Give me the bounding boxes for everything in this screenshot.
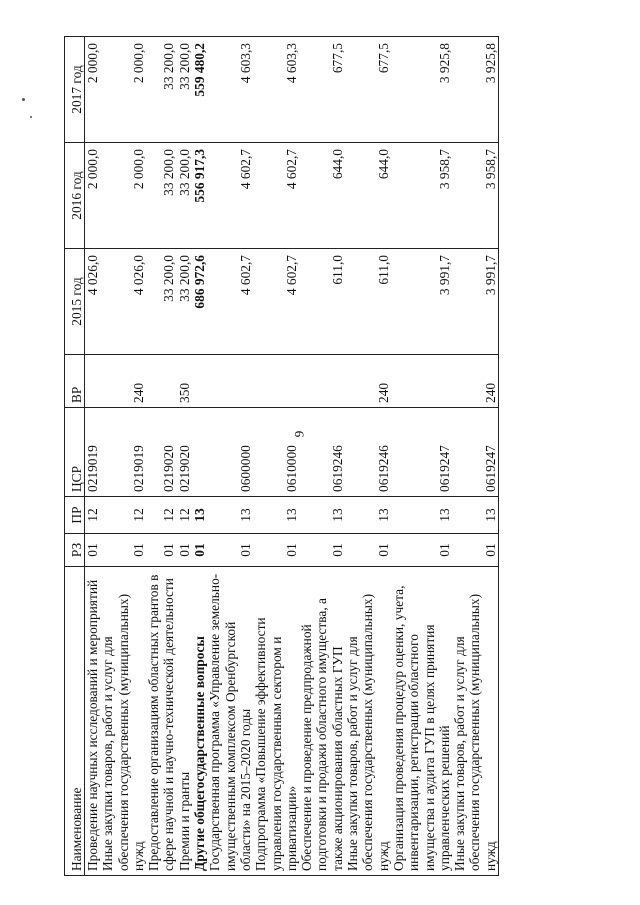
col-header-vr: ВР xyxy=(65,355,85,408)
cell-2015: 686 972,6 xyxy=(192,249,207,355)
cell-vr xyxy=(85,355,101,408)
cell-pr: 12 xyxy=(85,497,101,534)
cell-name: Другие общегосударственные вопросы xyxy=(192,567,207,876)
cell-vr: 240 xyxy=(452,355,498,408)
cell-vr xyxy=(192,355,207,408)
table-row xyxy=(146,37,177,876)
budget-table-rotated xyxy=(64,36,622,876)
cell-name: Обеспечение и проведение предпродажной подготовки и продажи областного имущества, а также акционирования областных ГУП xyxy=(299,567,345,876)
cell-2017: 2 000,0 xyxy=(85,37,101,143)
cell-2017: 4 603,3 xyxy=(207,37,253,143)
table-body xyxy=(85,37,499,876)
cell-pr: 13 xyxy=(192,497,207,534)
cell-2015: 33 200,0 xyxy=(177,249,192,355)
cell-2016: 644,0 xyxy=(299,143,345,249)
cell-vr xyxy=(253,355,299,408)
cell-pr: 13 xyxy=(452,497,498,534)
cell-csr: 0619247 xyxy=(452,408,498,497)
cell-csr: 0219019 xyxy=(100,408,146,497)
col-header-csr: ЦСР xyxy=(65,408,85,497)
cell-2015: 33 200,0 xyxy=(146,249,177,355)
cell-2017: 3 925,8 xyxy=(452,37,498,143)
cell-2016: 2 000,0 xyxy=(100,143,146,249)
cell-2016: 556 917,3 xyxy=(192,143,207,249)
table-row xyxy=(85,37,101,876)
cell-pr: 13 xyxy=(253,497,299,534)
cell-2015: 4 602,7 xyxy=(207,249,253,355)
cell-pr: 12 xyxy=(146,497,177,534)
table-row xyxy=(177,37,192,876)
cell-pr: 13 xyxy=(391,497,452,534)
col-header-2017: 2017 год xyxy=(65,37,85,143)
cell-csr: 0619246 xyxy=(345,408,391,497)
table-row xyxy=(391,37,452,876)
cell-2015: 611,0 xyxy=(299,249,345,355)
cell-2017: 3 925,8 xyxy=(391,37,452,143)
cell-rz: 01 xyxy=(253,534,299,567)
cell-name: Организация проведения процедур оценки, учета, инвентаризации, регистрации областного имущества и аудита ГУП в целях принятия управленческих решений xyxy=(391,567,452,876)
cell-2015: 4 026,0 xyxy=(85,249,101,355)
cell-rz: 01 xyxy=(100,534,146,567)
cell-rz: 01 xyxy=(207,534,253,567)
cell-2016: 3 958,7 xyxy=(391,143,452,249)
cell-rz: 01 xyxy=(146,534,177,567)
col-header-pr: ПР xyxy=(65,497,85,534)
cell-2016: 4 602,7 xyxy=(253,143,299,249)
cell-2015: 4 026,0 xyxy=(100,249,146,355)
table-header-row xyxy=(65,37,85,876)
cell-rz: 01 xyxy=(452,534,498,567)
col-header-2016: 2016 год xyxy=(65,143,85,249)
cell-csr: 0610000 xyxy=(253,408,299,497)
table-row xyxy=(207,37,253,876)
cell-2017: 2 000,0 xyxy=(100,37,146,143)
cell-rz: 01 xyxy=(345,534,391,567)
cell-2017: 33 200,0 xyxy=(146,37,177,143)
cell-2017: 33 200,0 xyxy=(177,37,192,143)
cell-csr: 0619246 xyxy=(299,408,345,497)
cell-csr xyxy=(192,408,207,497)
cell-name: Государственная программа «Управление земельно-имущественным комплексом Оренбургской области» на 2015–2020 годы xyxy=(207,567,253,876)
cell-name: Иные закупки товаров, работ и услуг для обеспечения государственных (муниципальных) нужд xyxy=(452,567,498,876)
cell-pr: 13 xyxy=(345,497,391,534)
cell-2017: 677,5 xyxy=(299,37,345,143)
cell-name: Иные закупки товаров, работ и услуг для обеспечения государственных (муниципальных) нужд xyxy=(100,567,146,876)
cell-vr xyxy=(146,355,177,408)
cell-name: Проведение научных исследований и мероприятий xyxy=(85,567,101,876)
cell-csr: 0219020 xyxy=(177,408,192,497)
cell-rz: 01 xyxy=(299,534,345,567)
cell-rz: 01 xyxy=(177,534,192,567)
cell-rz: 01 xyxy=(192,534,207,567)
table-row xyxy=(192,37,207,876)
cell-2016: 33 200,0 xyxy=(146,143,177,249)
cell-vr: 350 xyxy=(177,355,192,408)
cell-2017: 677,5 xyxy=(345,37,391,143)
cell-vr xyxy=(299,355,345,408)
cell-2016: 2 000,0 xyxy=(85,143,101,249)
table-row xyxy=(100,37,146,876)
cell-2015: 611,0 xyxy=(345,249,391,355)
cell-pr: 13 xyxy=(299,497,345,534)
budget-table xyxy=(64,36,499,876)
cell-2015: 4 602,7 xyxy=(253,249,299,355)
col-header-name: Наименование xyxy=(65,567,85,876)
cell-rz: 01 xyxy=(391,534,452,567)
cell-2015: 3 991,7 xyxy=(452,249,498,355)
cell-2016: 644,0 xyxy=(345,143,391,249)
cell-2016: 3 958,7 xyxy=(452,143,498,249)
cell-rz: 01 xyxy=(85,534,101,567)
cell-csr: 0619247 xyxy=(391,408,452,497)
table-row xyxy=(299,37,345,876)
cell-name: Предоставление организациям областных грантов в сфере научной и научно-технической деятельности xyxy=(146,567,177,876)
table-row xyxy=(253,37,299,876)
cell-2017: 559 480,2 xyxy=(192,37,207,143)
cell-name: Премии и гранты xyxy=(177,567,192,876)
page-number: 9 xyxy=(291,430,307,438)
cell-2017: 4 603,3 xyxy=(253,37,299,143)
col-header-rz: РЗ xyxy=(65,534,85,567)
cell-csr: 0600000 xyxy=(207,408,253,497)
cell-2016: 4 602,7 xyxy=(207,143,253,249)
table-row xyxy=(452,37,498,876)
cell-pr: 12 xyxy=(177,497,192,534)
cell-vr xyxy=(207,355,253,408)
cell-csr: 0219020 xyxy=(146,408,177,497)
cell-name: Иные закупки товаров, работ и услуг для обеспечения государственных (муниципальных) нужд xyxy=(345,567,391,876)
cell-pr: 13 xyxy=(207,497,253,534)
col-header-2015: 2015 год xyxy=(65,249,85,355)
cell-vr: 240 xyxy=(100,355,146,408)
cell-vr xyxy=(391,355,452,408)
scan-speck xyxy=(30,116,32,118)
cell-vr: 240 xyxy=(345,355,391,408)
cell-2016: 33 200,0 xyxy=(177,143,192,249)
cell-name: Подпрограмма «Повышение эффективности управления государственным сектором и приватизации» xyxy=(253,567,299,876)
cell-csr: 0219019 xyxy=(85,408,101,497)
cell-2015: 3 991,7 xyxy=(391,249,452,355)
scan-speck xyxy=(22,98,25,101)
cell-pr: 12 xyxy=(100,497,146,534)
table-row xyxy=(345,37,391,876)
